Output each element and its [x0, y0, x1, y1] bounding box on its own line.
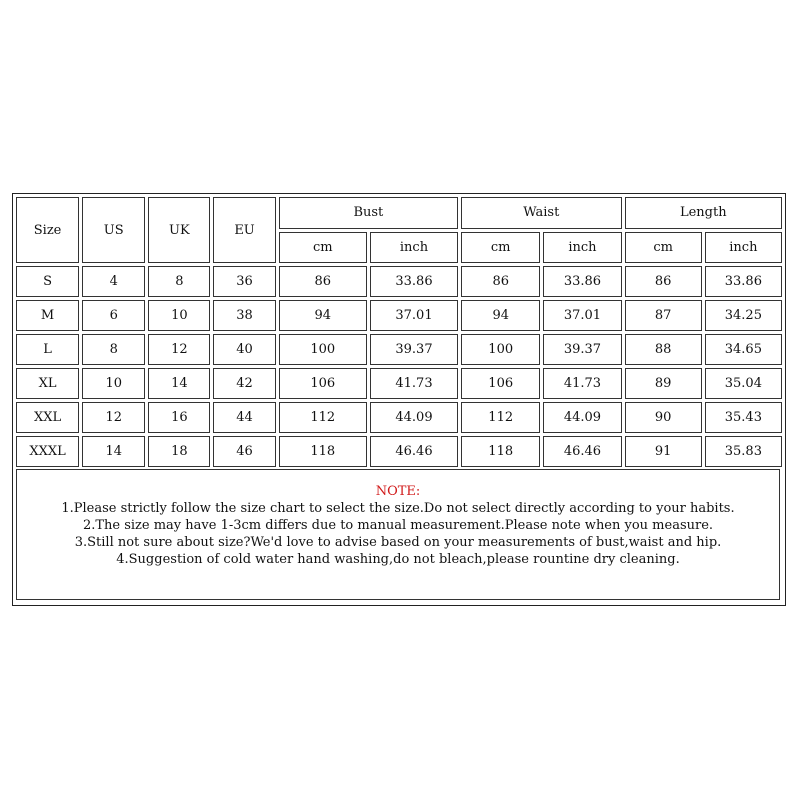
table-row	[16, 368, 782, 399]
note-line-2: 2.The size may have 1-3cm differs due to manual measurement.Please note when you measure.	[82, 518, 714, 533]
cell-waist-inch: 46.46	[543, 436, 621, 467]
header-uk: UK	[148, 197, 210, 263]
cell-bust-inch: 33.86	[370, 266, 458, 297]
header-size: Size	[16, 197, 79, 263]
cell-uk: 18	[148, 436, 210, 467]
cell-bust-cm: 118	[279, 436, 367, 467]
cell-size: XXXL	[16, 436, 79, 467]
cell-us: 14	[82, 436, 145, 467]
cell-length-inch: 35.04	[705, 368, 782, 399]
note-line-3: 3.Still not sure about size?We'd love to advise based on your measurements of bust,waist and hip.	[74, 535, 722, 550]
cell-size: S	[16, 266, 79, 297]
cell-length-cm: 89	[625, 368, 702, 399]
note-title: NOTE:	[375, 484, 421, 499]
cell-eu: 38	[213, 300, 275, 331]
header-waist: Waist	[461, 197, 621, 229]
cell-bust-cm: 100	[279, 334, 367, 365]
cell-size: L	[16, 334, 79, 365]
cell-waist-inch: 33.86	[543, 266, 621, 297]
header-us: US	[82, 197, 145, 263]
cell-waist-inch: 39.37	[543, 334, 621, 365]
notes-box	[16, 469, 780, 600]
cell-eu: 44	[213, 402, 275, 433]
cell-bust-cm: 86	[279, 266, 367, 297]
cell-length-cm: 90	[625, 402, 702, 433]
header-waist-inch: inch	[543, 232, 621, 264]
note-line-1: 1.Please strictly follow the size chart to select the size.Do not select directly according to your habits.	[61, 501, 735, 516]
cell-us: 12	[82, 402, 145, 433]
cell-eu: 40	[213, 334, 275, 365]
cell-waist-inch: 44.09	[543, 402, 621, 433]
cell-size: XXL	[16, 402, 79, 433]
cell-eu: 36	[213, 266, 275, 297]
cell-bust-cm: 94	[279, 300, 367, 331]
header-bust: Bust	[279, 197, 458, 229]
cell-bust-inch: 41.73	[370, 368, 458, 399]
cell-length-inch: 33.86	[705, 266, 782, 297]
header-length-cm: cm	[625, 232, 702, 264]
cell-waist-cm: 106	[461, 368, 540, 399]
size-chart	[12, 193, 786, 606]
cell-bust-cm: 112	[279, 402, 367, 433]
cell-bust-inch: 46.46	[370, 436, 458, 467]
cell-bust-inch: 39.37	[370, 334, 458, 365]
cell-length-inch: 34.65	[705, 334, 782, 365]
table-row	[16, 300, 782, 331]
cell-bust-cm: 106	[279, 368, 367, 399]
note-line-4: 4.Suggestion of cold water hand washing,do not bleach,please rountine dry cleaning.	[116, 552, 680, 567]
cell-length-cm: 86	[625, 266, 702, 297]
header-length: Length	[625, 197, 782, 229]
cell-bust-inch: 37.01	[370, 300, 458, 331]
cell-uk: 12	[148, 334, 210, 365]
cell-length-cm: 88	[625, 334, 702, 365]
cell-length-cm: 91	[625, 436, 702, 467]
header-row-main	[16, 197, 782, 229]
header-eu: EU	[213, 197, 275, 263]
header-length-inch: inch	[705, 232, 782, 264]
cell-waist-cm: 112	[461, 402, 540, 433]
cell-uk: 14	[148, 368, 210, 399]
table-row	[16, 334, 782, 365]
cell-size: M	[16, 300, 79, 331]
cell-waist-inch: 41.73	[543, 368, 621, 399]
cell-length-inch: 35.83	[705, 436, 782, 467]
cell-length-cm: 87	[625, 300, 702, 331]
cell-bust-inch: 44.09	[370, 402, 458, 433]
cell-uk: 16	[148, 402, 210, 433]
cell-us: 6	[82, 300, 145, 331]
table-row	[16, 436, 782, 467]
cell-eu: 42	[213, 368, 275, 399]
header-bust-cm: cm	[279, 232, 367, 264]
table-row	[16, 266, 782, 297]
cell-uk: 10	[148, 300, 210, 331]
table-row	[16, 402, 782, 433]
header-bust-inch: inch	[370, 232, 458, 264]
cell-us: 8	[82, 334, 145, 365]
cell-waist-cm: 100	[461, 334, 540, 365]
header-waist-cm: cm	[461, 232, 540, 264]
cell-uk: 8	[148, 266, 210, 297]
cell-us: 10	[82, 368, 145, 399]
cell-waist-cm: 118	[461, 436, 540, 467]
cell-waist-inch: 37.01	[543, 300, 621, 331]
cell-waist-cm: 94	[461, 300, 540, 331]
cell-size: XL	[16, 368, 79, 399]
cell-us: 4	[82, 266, 145, 297]
cell-eu: 46	[213, 436, 275, 467]
cell-length-inch: 35.43	[705, 402, 782, 433]
size-table	[13, 194, 785, 470]
cell-length-inch: 34.25	[705, 300, 782, 331]
cell-waist-cm: 86	[461, 266, 540, 297]
